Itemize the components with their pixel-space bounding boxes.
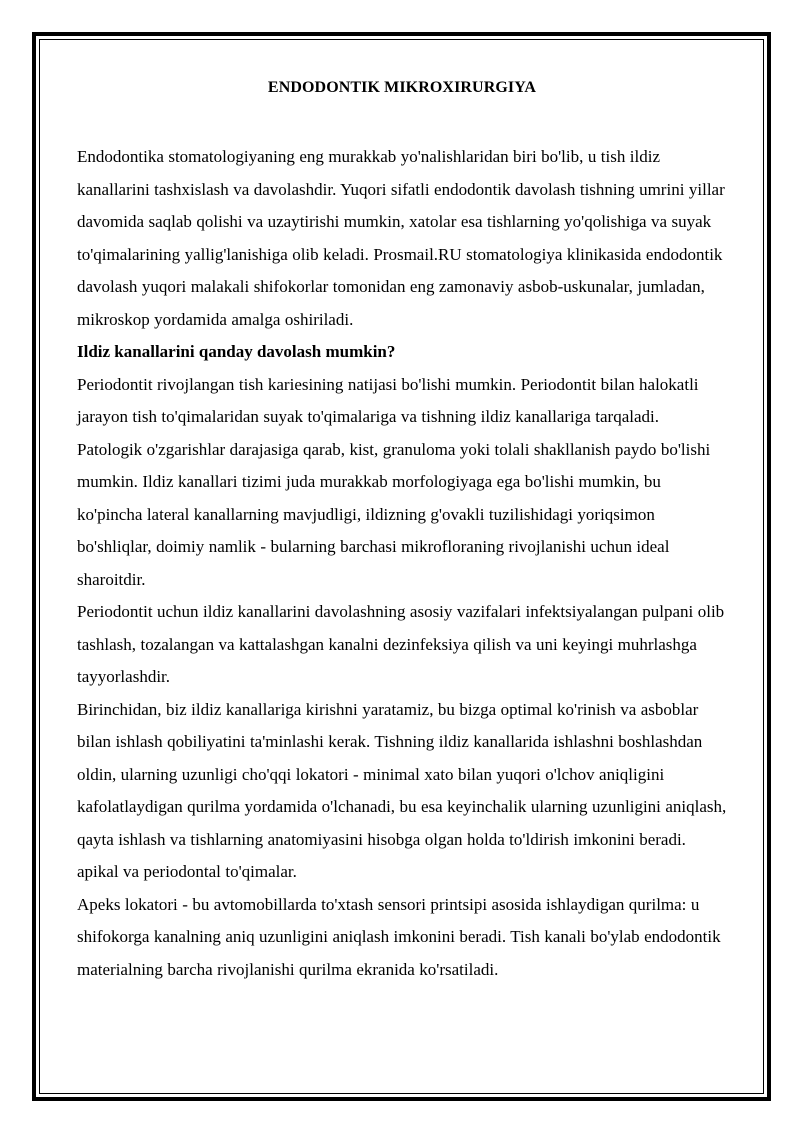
paragraph-apex-locator: Apeks lokatori - bu avtomobillarda to'xtash sensori printsipi asosida ishlaydigan qurilma: u shifokorga kanalning aniq uzunligini aniqlash imkonini beradi. Tish kanali bo'ylab endodontik materialning barcha rivojlanishi qurilma ekranida ko'rsatiladi. (77, 894, 721, 979)
document-body (77, 76, 727, 986)
paragraph-intro: Endodontika stomatologiyaning eng murakkab yo'nalishlaridan biri bo'lib, u tish ildiz kanallarini tashxislash va davolashdir. Yuqori sifatli endodontik davolash tishning umrini yillar davomida saqlab qolishi va uzaytirishi mumkin, xatolar esa tishlarning yo'qolishiga va suyak to'qimalarining yallig'lanishiga olib keladi. Prosmail.RU stomatologiya klinikasida endodontik davolash yuqori malakali shifokorlar tomonidan eng zamonaviy asbob-uskunalar, jumladan, mikroskop yordamida amalga oshiriladi. (77, 147, 725, 329)
paragraph-periodontitis: Periodontit rivojlangan tish kariesining natijasi bo'lishi mumkin. Periodontit bilan halokatli jarayon tish to'qimalaridan suyak to'qimalariga va tishning ildiz kanallariga tarqaladi. Patologik o'zgarishlar darajasiga qarab, kist, granuloma yoki tolali shakllanish paydo bo'lishi mumkin. Ildiz kanallari tizimi juda murakkab morfologiyaga ega bo'lishi mumkin, bu ko'pincha lateral kanallarning mavjudligi, ildizning g'ovakli tuzilishidagi yoriqsimon bo'shliqlar, doimiy namlik - bularning barchasi mikrofloraning rivojlanishi uchun ideal sharoitdir. (77, 374, 711, 589)
paragraph-treatment-tasks: Periodontit uchun ildiz kanallarini davolashning asosiy vazifalari infektsiyalangan pulpani olib tashlash, tozalangan va kattalashgan kanalni dezinfeksiya qilish va uni keyingi muhrlashga tayyorlashdir. (77, 602, 725, 686)
section-heading: Ildiz kanallarini qanday davolash mumkin? (77, 342, 396, 361)
document-title: ENDODONTIK MIKROXIRURGIYA (267, 79, 537, 96)
paragraph-canal-access: Birinchidan, biz ildiz kanallariga kirishni yaratamiz, bu bizga optimal ko'rinish va asboblar bilan ishlash qobiliyatini ta'minlashi kerak. Tishning ildiz kanallarida ishlashni boshlashdan oldin, ularning uzunligi cho'qqi lokatori - minimal xato bilan yuqori o'lchov aniqligini kafolatlaydigan qurilma yordamida o'lchanadi, bu esa keyinchalik ularning uzunligini aniqlash, qayta ishlash va tishlarning anatomiyasini hisobga olgan holda to'ldirish imkonini beradi. apikal va periodontal to'qimalar. (77, 699, 727, 881)
